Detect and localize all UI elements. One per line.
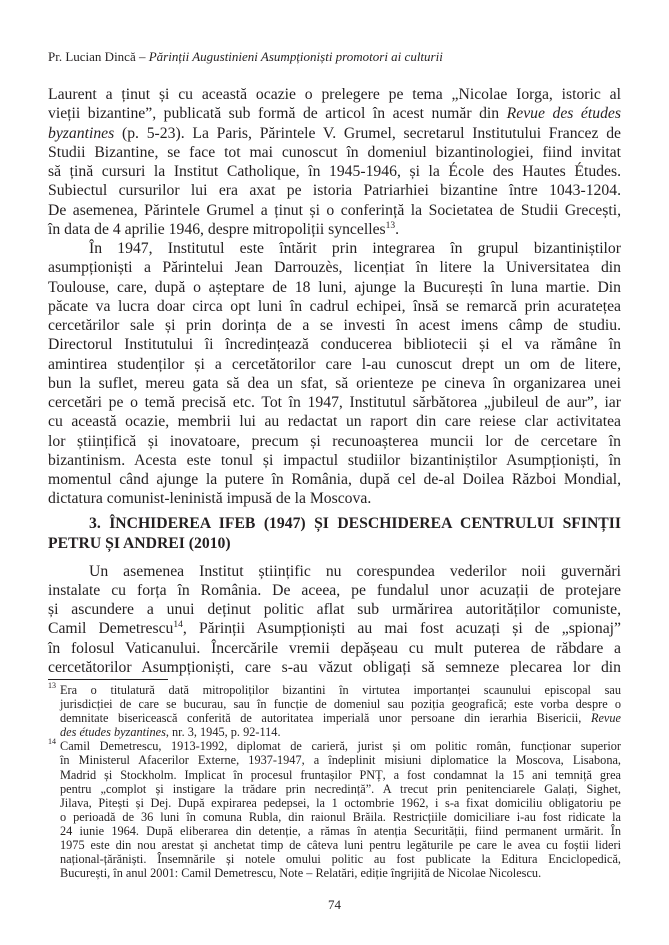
text-segment: , nr. 3, 1945, p. 92-114. [165,725,281,740]
footnote-line: național-țărăniști. Însemnările și notele omului politic au fost publicate la Editura Enciclopedică, [60,852,621,867]
footnote-line: pentru „complot și instigare la trădare prin necredință”. A trecut prin penitenciarele Galați, Sighet, [60,781,621,796]
body-line [48,124,621,143]
body-line: și ascundere a unui deținut politic aflat sub urmărirea autorităților comuniste, [48,601,621,618]
paragraph [48,562,621,678]
body-line: cercetărilor sale și prin dorința de a se investi în acest imens câmp de studiu. [48,317,621,334]
body-line: De asemenea, Părintele Grumel a ținut și o conferință la Societatea de Studii Grecești, [48,201,621,219]
body-line: cercetătorilor Asumpționiști, care s-au văzut obligați să semneze plecarea lor din [48,658,621,676]
text-segment: Camil Demetrescu, 1913-1992, diplomat de carieră, jurist și om politic român, funcționar superior [60,739,621,754]
body-line: Subiectul cursurilor lui era axat pe istoria Patriarhiei bizantine între 1043-1204. [48,182,621,200]
body-line: Toulouse, care, după o așteptare de 18 luni, ajunge la București în luna martie. Din [48,278,621,296]
text-segment: . [395,220,400,238]
body-line: Studii Bizantine, se face tot mai cunoscut în domeniul bizantinologiei, fiind invitat [48,143,621,161]
footnote-ref-14: 14 [173,620,183,631]
body-line: instalate cu forța în România. De aceea, pe fundalul unor acuzații de protejare [48,581,621,599]
journal-title-italic: des études byzantines [60,725,166,740]
journal-title-italic: Revue [590,711,621,726]
header-author: Pr. Lucian Dincă – [48,49,146,64]
footnote-ref-13: 13 [385,220,396,231]
body-line: păcate va lucra doar circa opt luni în cadrul echipei, însă se remarcă prin acuratețea [48,297,621,315]
header-book-title: Părinții Augustinieni Asumpționiști promotori ai culturii [148,49,443,64]
footnote-line: o perioadă de 36 luni în comuna Rubla, din raionul Brăila. Restricțiile domiciliare i-au fost ridicate la [60,809,621,824]
footnote-separator-rule [48,679,168,680]
running-header [48,49,443,65]
footnote-line: Madrid și Stockholm. Implicat în procesul fruntașilor PNȚ, a fost condamnat la 15 ani temniță grea [60,767,621,782]
body-line: bun la suflet, mereu gata să dea un sfat, să orienteze pe cineva în organizarea unei [48,374,621,392]
footnote-line: jurisdicției de care se bucurau, sau în funcție de domeniul sau poziția geografică; este vorba despre o [60,697,621,712]
footnote-line [48,737,621,754]
footnote-13 [48,681,621,740]
body-line: Laurent a ținut și cu această ocazie o prelegere pe tema „Nicolae Iorga, istoric al [48,86,621,103]
section-heading-line: 3. ÎNCHIDEREA IFEB (1947) ȘI DESCHIDEREA CENTRULUI SFINȚII [89,514,621,532]
text-segment: vieții bizantine”, publicată sub formă de articol în acest număr din [48,105,507,123]
body-line: Directorul Institutului îi încredințează conducerea bibliotecii și el va rămâne în [48,336,621,354]
body-line [48,104,621,123]
text-segment: în data de 4 aprilie 1946, despre mitropoliții syncelles [48,220,386,238]
text-segment: Era o titulatură dată mitropoliților bizantini în virtutea importanței scaunului episcopal sau [60,683,621,697]
footnote-line [60,711,621,725]
body-line: asumpționiști a Părintelui Jean Darrouzès, licențiat în litere la Universitatea din [48,259,621,277]
footnote-14 [48,737,621,881]
footnote-line [48,681,621,697]
journal-title-italic: Revue des études [506,105,622,123]
body-line: amintirea studenților și a cercetătorilor care l-au cunoscut drept un om de litere, [48,355,621,373]
page-number: 74 [328,897,341,912]
text-segment: , Părinții Asumpționiști au mai fost acuzați și de „spionaj” [182,620,621,638]
section-heading [48,514,621,555]
body-line: lor științifică și inovatoare, precum și recunoașterea muncii lor de cercetare în [48,432,621,450]
body-line: dictatura comunist-leninistă impusă de la Moscova. [48,490,372,508]
text-segment: demnitate bisericească conferită de autoritatea imperială unor persoane din ierarhia Bisericii, [60,711,591,726]
body-line: cercetări pe o temă precisă etc. Tot în 1947, Institutul sărbătorea „jubileul de aur”, iar [48,394,621,411]
footnote-line: Jilava, Pitești și Dej. După expirarea pedepsei, la 1 octombrie 1962, i s-a fixat domiciliu obligatoriu pe [60,795,621,810]
footnotes [48,681,621,881]
text-segment: (p. 5-23). La Paris, Părintele V. Grumel, secretarul Institutului Francez de [114,124,621,142]
body-line: Un asemenea Institut științific nu corespundea vederilor noii guvernări [89,562,621,580]
footnote-number: 14 [48,737,56,747]
journal-title-italic: byzantines [48,124,115,142]
body-line: cu această ocazie, membrii lui au redactat un raport din care reiese clar activitatea [48,413,621,431]
footnote-line: 24 iunie 1964. După eliberarea din detenție, a rămas în atenția Securității, fiind permanent urmărit. În [60,823,621,838]
main-text [48,85,621,677]
body-line: să țină cursuri la Institut Catholique, în 1945-1946, și la École des Hautes Études. [48,163,621,180]
footnote-line: în Ministerul Afacerilor Externe, 1937-1947, a îndeplinit misiuni diplomatice la Moscova, Lisabona, [60,753,621,768]
body-line [48,619,621,638]
footnote-line: București, în anul 2001: Camil Demetrescu, Note – Relatări, ediție îngrijită de Nicolae Nicolescu. [60,866,542,881]
text-segment: Camil Demetrescu [48,620,174,638]
footnote-number: 13 [48,681,56,690]
footnote-line [60,725,621,739]
paragraph [48,239,621,509]
body-line: În 1947, Institutul este întărit prin integrarea în grupul bizantiniștilor [89,240,621,257]
body-line: bizantinism. Acesta este tonul și impactul studiilor bizantiniștilor Asumpționiști, în [48,451,621,469]
body-line: în folosul Vaticanului. Încercările vremii depășeau cu mult puterea de răbdare a [48,639,621,657]
body-line [48,220,621,239]
section-heading-line: PETRU ȘI ANDREI (2010) [48,535,231,552]
body-line: momentul când ajunge la putere în România, după cel de-al Doilea Război Mondial, [48,471,621,488]
paragraph [48,85,621,239]
footnote-line: 1975 este din nou arestat și anchetat timp de câteva luni pentru legăturile pe care le avea cu foștii lideri [60,838,621,853]
